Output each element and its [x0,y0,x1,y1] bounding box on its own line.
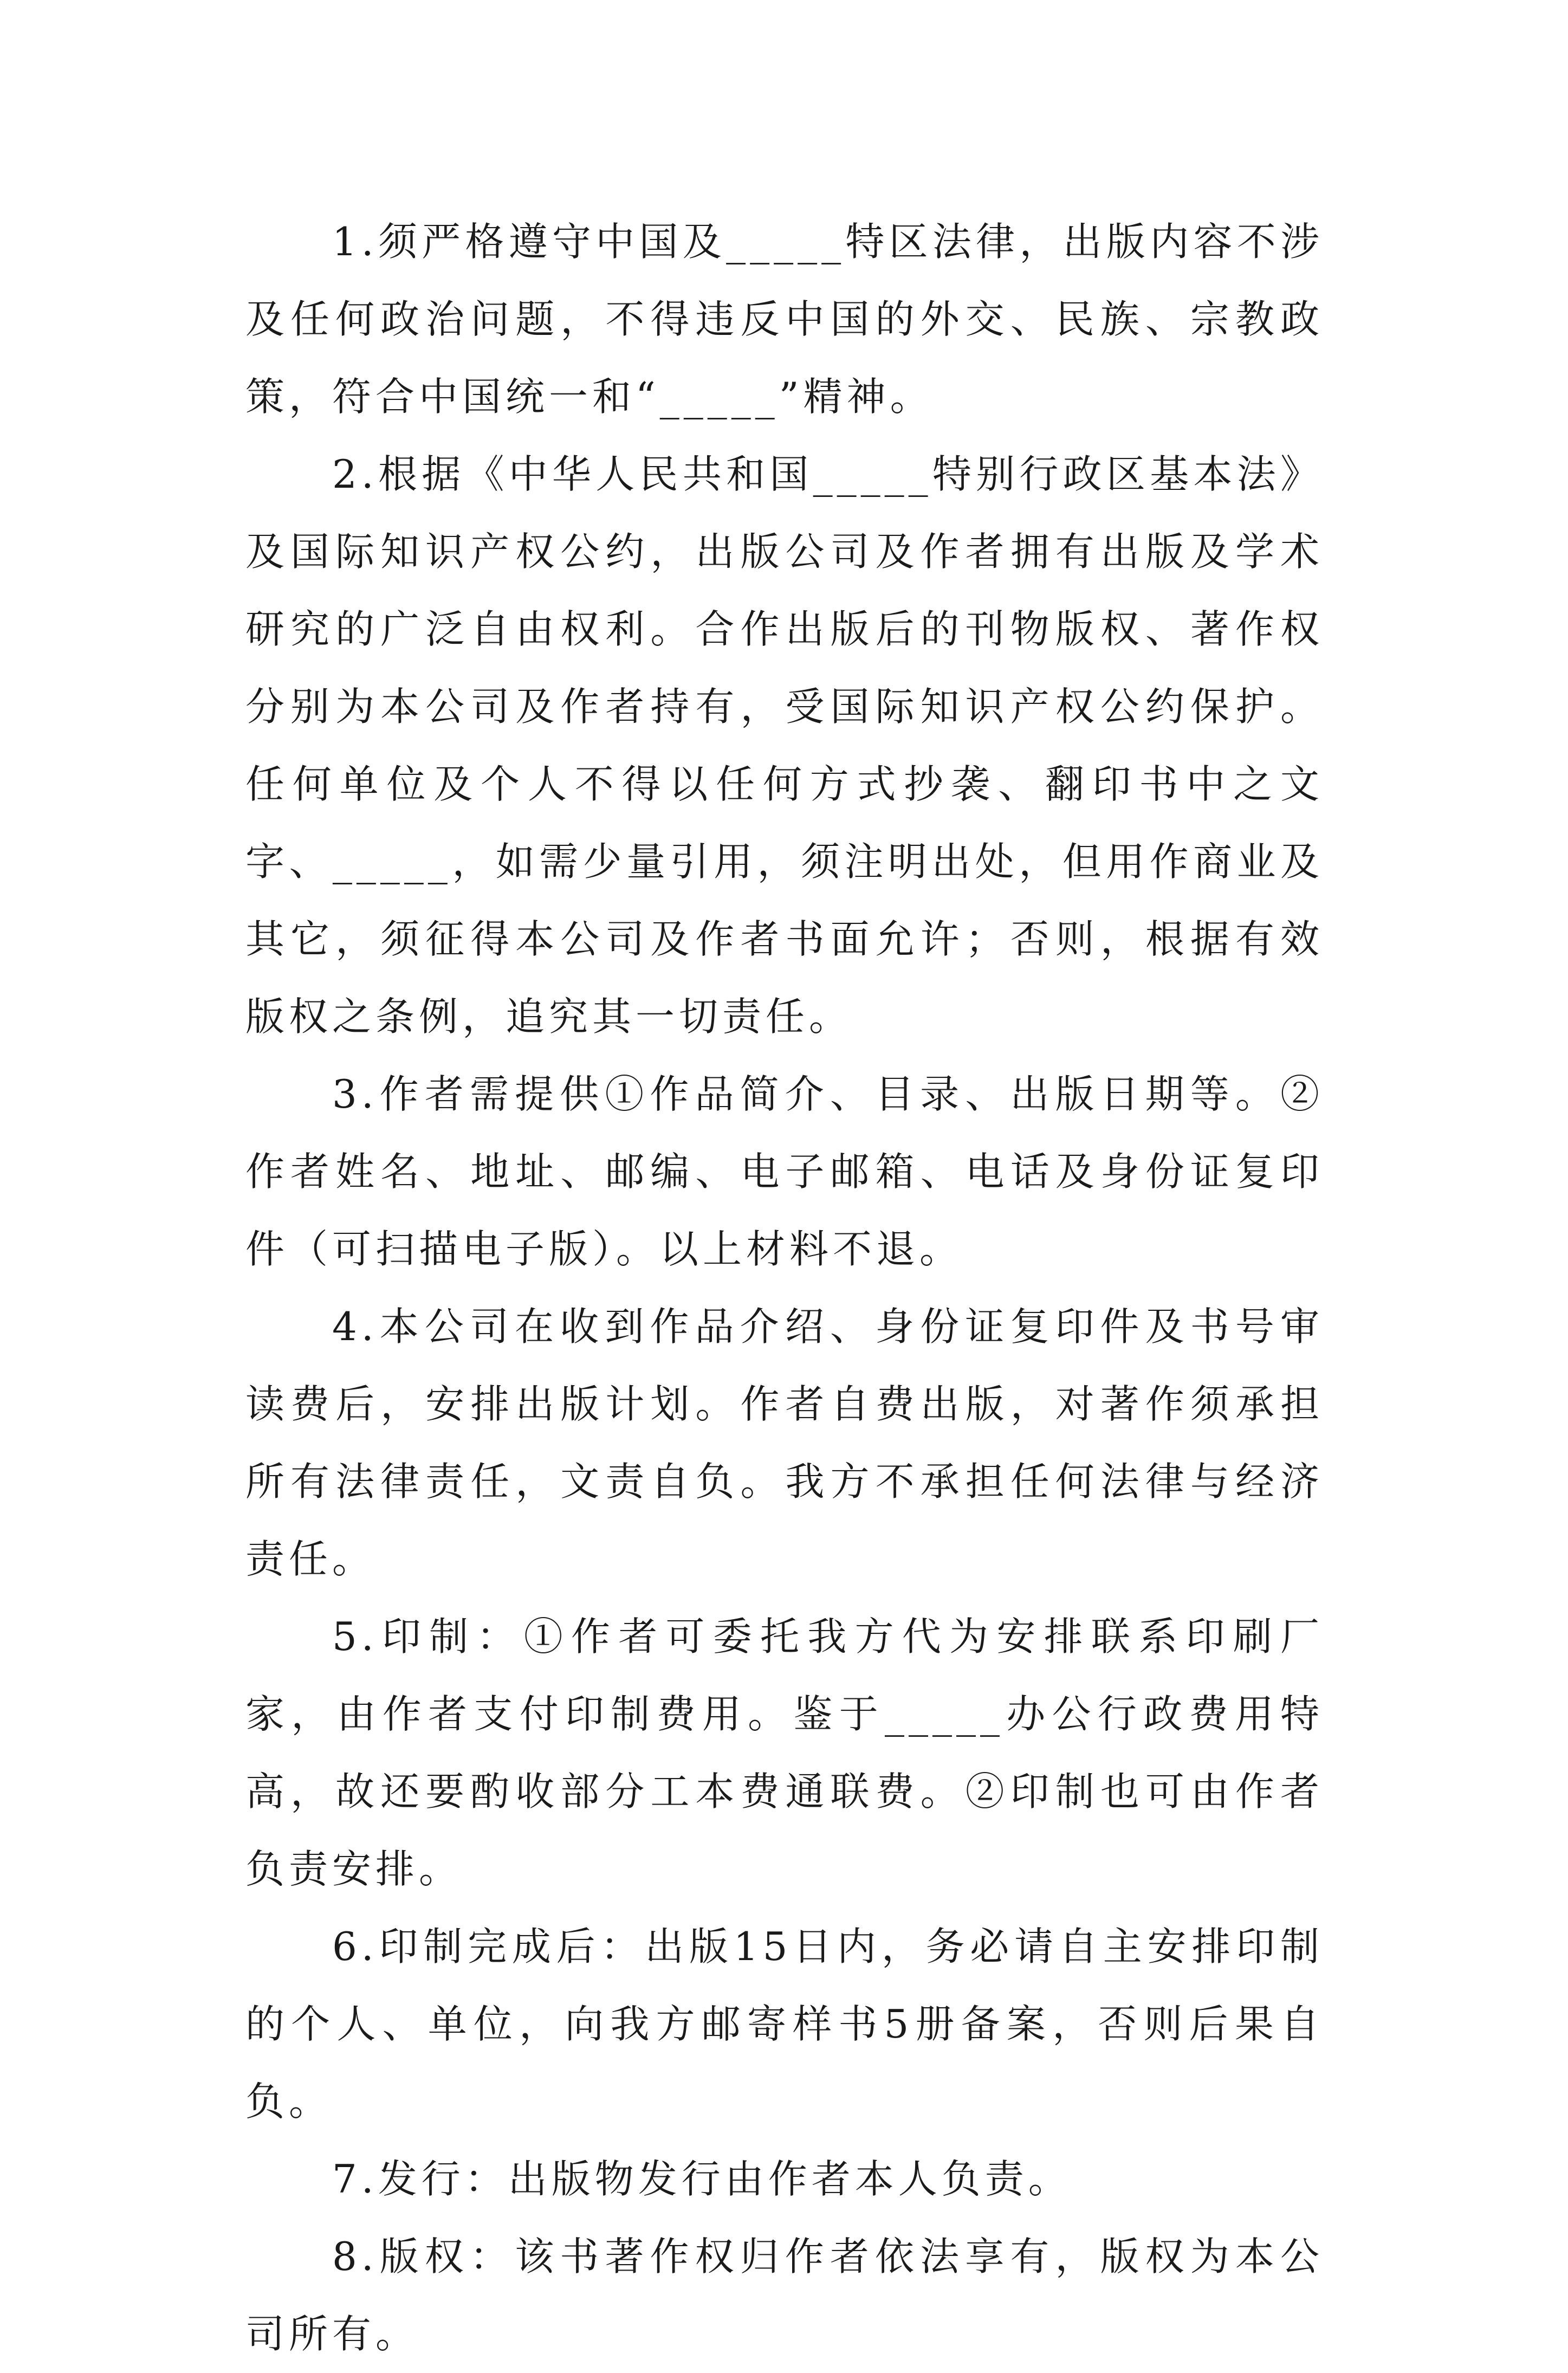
document-body [245,203,1324,2373]
clause-2: 2.根据《中华人民共和国_____特别行政区基本法》及国际知识产权公约，出版公司及作者拥有出版及学术研究的广泛自由权利。合作出版后的刊物版权、著作权分别为本公司及作者持有，受国际知识产权公约保护。任何单位及个人不得以任何方式抄袭、翻印书中之文字、_____，如需少量引用，须注明出处，但用作商业及其它，须征得本公司及作者书面允许；否则，根据有效版权之条例，追究其一切责任。 [245,451,1324,1039]
clause-5: 5.印制：①作者可委托我方代为安排联系印刷厂家，由作者支付印制费用。鉴于_____办公行政费用特高，故还要酌收部分工本费通联费。②印制也可由作者负责安排。 [245,1614,1324,1892]
clause-4: 4.本公司在收到作品介绍、身份证复印件及书号审读费后，安排出版计划。作者自费出版，对著作须承担所有法律责任，文责自负。我方不承担任何法律与经济责任。 [245,1304,1324,1582]
clause-1: 1.须严格遵守中国及_____特区法律，出版内容不涉及任何政治问题，不得违反中国的外交、民族、宗教政策，符合中国统一和“_____”精神。 [245,219,1324,419]
clause-8: 8.版权：该书著作权归作者依法享有，版权为本公司所有。 [245,2234,1324,2357]
clause-7: 7.发行：出版物发行由作者本人负责。 [332,2156,1072,2202]
clause-3: 3.作者需提供①作品简介、目录、出版日期等。②作者姓名、地址、邮编、电子邮箱、电话及身份证复印件（可扫描电子版）。以上材料不退。 [245,1071,1324,1272]
clause-6: 6.印制完成后：出版15日内，务必请自主安排印制的个人、单位，向我方邮寄样书5册备案，否则后果自负。 [245,1924,1324,2124]
